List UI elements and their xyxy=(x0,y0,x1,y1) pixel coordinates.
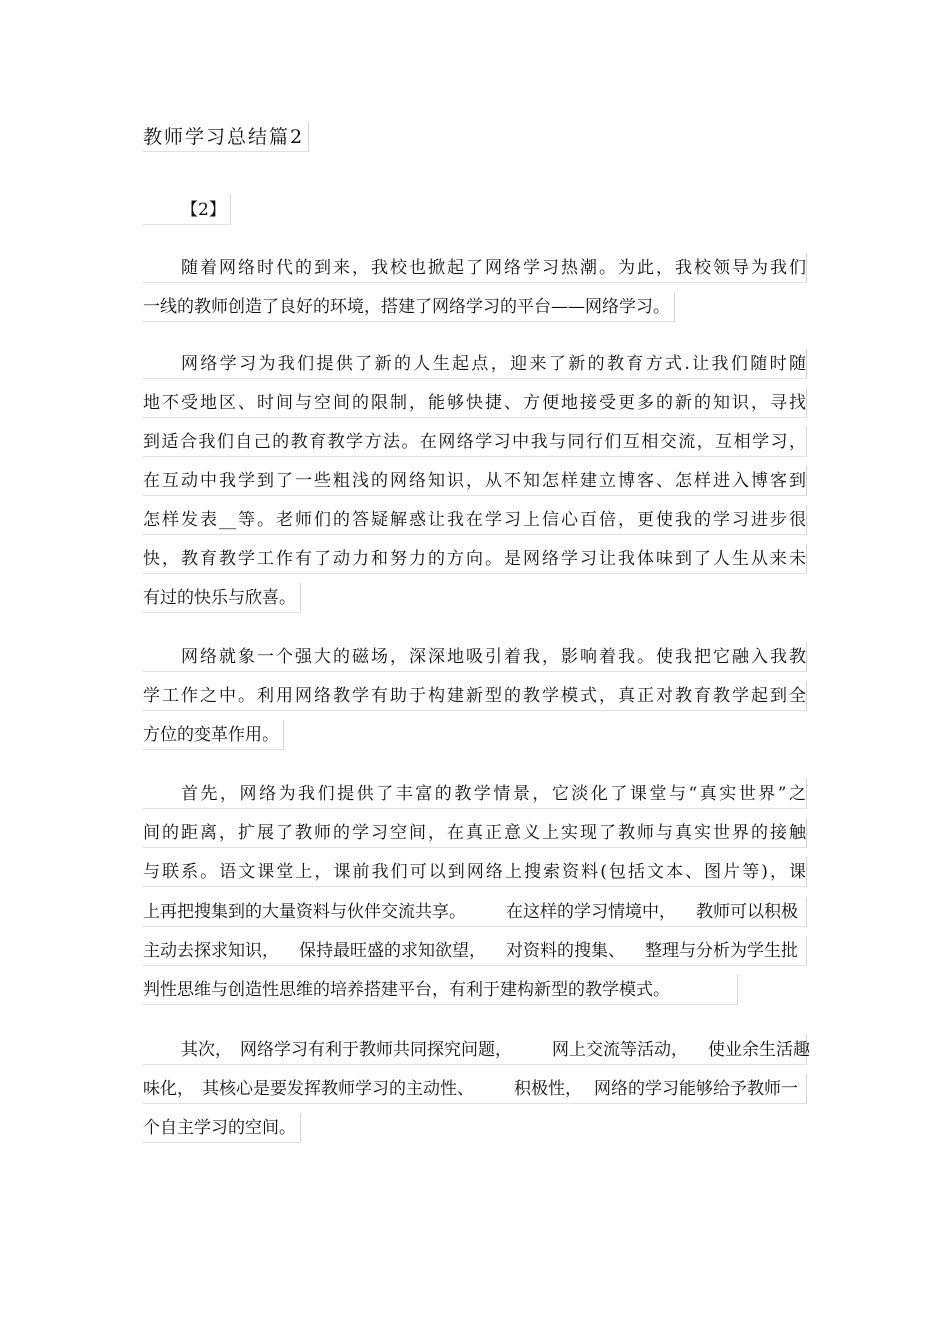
paragraph-4-line-4 xyxy=(143,897,807,927)
paragraph-2-line-5: 怎样发表__等。老师们的答疑解惑让我在学习上信心百倍，更使我的学习进步很 xyxy=(143,505,807,535)
section-mark: 【2】 xyxy=(143,195,231,225)
paragraph-5-line-3: 个自主学习的空间。 xyxy=(143,1113,301,1143)
paragraph-5-line-2-part-1: 味化， xyxy=(143,1079,194,1099)
paragraph-1-line-2: 一线的教师创造了良好的环境，搭建了网络学习的平台——网络学习。 xyxy=(143,292,675,322)
paragraph-5-line-2-part-2: 其核心是要发挥教师学习的主动性、 xyxy=(202,1079,474,1099)
document-title: 教师学习总结篇2 xyxy=(143,122,309,152)
paragraph-5-line-1-part-4: 使业余生活趣 xyxy=(708,1040,810,1060)
paragraph-4-line-5 xyxy=(143,936,807,966)
paragraph-5-line-1-part-1: 其次， xyxy=(181,1040,232,1060)
paragraph-5-line-1 xyxy=(143,1035,810,1065)
paragraph-4-line-4-part-1: 上再把搜集到的大量资料与伙伴交流共享。 xyxy=(143,902,466,922)
paragraph-2-line-7: 有过的快乐与欣喜。 xyxy=(143,583,301,613)
paragraph-2-line-4: 在互动中我学到了一些粗浅的网络知识，从不知怎样建立博客、怎样进入博客到 xyxy=(143,466,807,496)
paragraph-4-line-4-part-2: 在这样的学习情境中， xyxy=(506,902,676,922)
paragraph-4-line-3: 与联系。语文课堂上，课前我们可以到网络上搜索资料(包括文本、图片等)，课 xyxy=(143,857,807,887)
paragraph-4-line-6: 判性思维与创造性思维的培养搭建平台，有利于建构新型的教学模式。 xyxy=(143,975,738,1005)
paragraph-5-line-1-part-3: 网上交流等活动， xyxy=(552,1040,688,1060)
paragraph-4-line-1: 首先，网络为我们提供了丰富的教学情景，它淡化了课堂与“真实世界”之 xyxy=(143,779,807,809)
paragraph-5-line-2-part-4: 网络的学习能够给予教师一 xyxy=(594,1079,798,1099)
paragraph-4-line-2: 间的距离，扩展了教师的学习空间，在真正意义上实现了教师与真实世界的接触 xyxy=(143,818,807,848)
paragraph-1-line-1: 随着网络时代的到来，我校也掀起了网络学习热潮。为此，我校领导为我们 xyxy=(143,253,807,283)
paragraph-5-line-2 xyxy=(143,1074,807,1104)
paragraph-3-line-1: 网络就象一个强大的磁场，深深地吸引着我，影响着我。使我把它融入我教 xyxy=(143,642,807,672)
paragraph-2-line-1: 网络学习为我们提供了新的人生起点，迎来了新的教育方式.让我们随时随 xyxy=(143,349,807,379)
paragraph-4-line-5-part-4: 整理与分析为学生批 xyxy=(645,941,798,961)
paragraph-4-line-5-part-2: 保持最旺盛的求知欲望， xyxy=(299,941,486,961)
paragraph-4-line-5-part-3: 对资料的搜集、 xyxy=(506,941,625,961)
paragraph-3-line-3: 方位的变革作用。 xyxy=(143,720,284,750)
paragraph-5-line-1-part-2: 网络学习有利于教师共同探究问题， xyxy=(240,1040,512,1060)
paragraph-2-line-6: 快，教育教学工作有了动力和努力的方向。是网络学习让我体味到了人生从来未 xyxy=(143,544,807,574)
paragraph-4-line-4-part-3: 教师可以积极 xyxy=(696,902,798,922)
paragraph-4-line-5-part-1: 主动去探求知识， xyxy=(143,941,279,961)
paragraph-3-line-2: 学工作之中。利用网络教学有助于构建新型的教学模式，真正对教育教学起到全 xyxy=(143,681,807,711)
paragraph-5-line-2-part-3: 积极性， xyxy=(514,1079,582,1099)
paragraph-2-line-2: 地不受地区、时间与空间的限制，能够快捷、方便地接受更多的新的知识，寻找 xyxy=(143,388,807,418)
paragraph-2-line-3: 到适合我们自己的教育教学方法。在网络学习中我与同行们互相交流，互相学习， xyxy=(143,427,807,457)
